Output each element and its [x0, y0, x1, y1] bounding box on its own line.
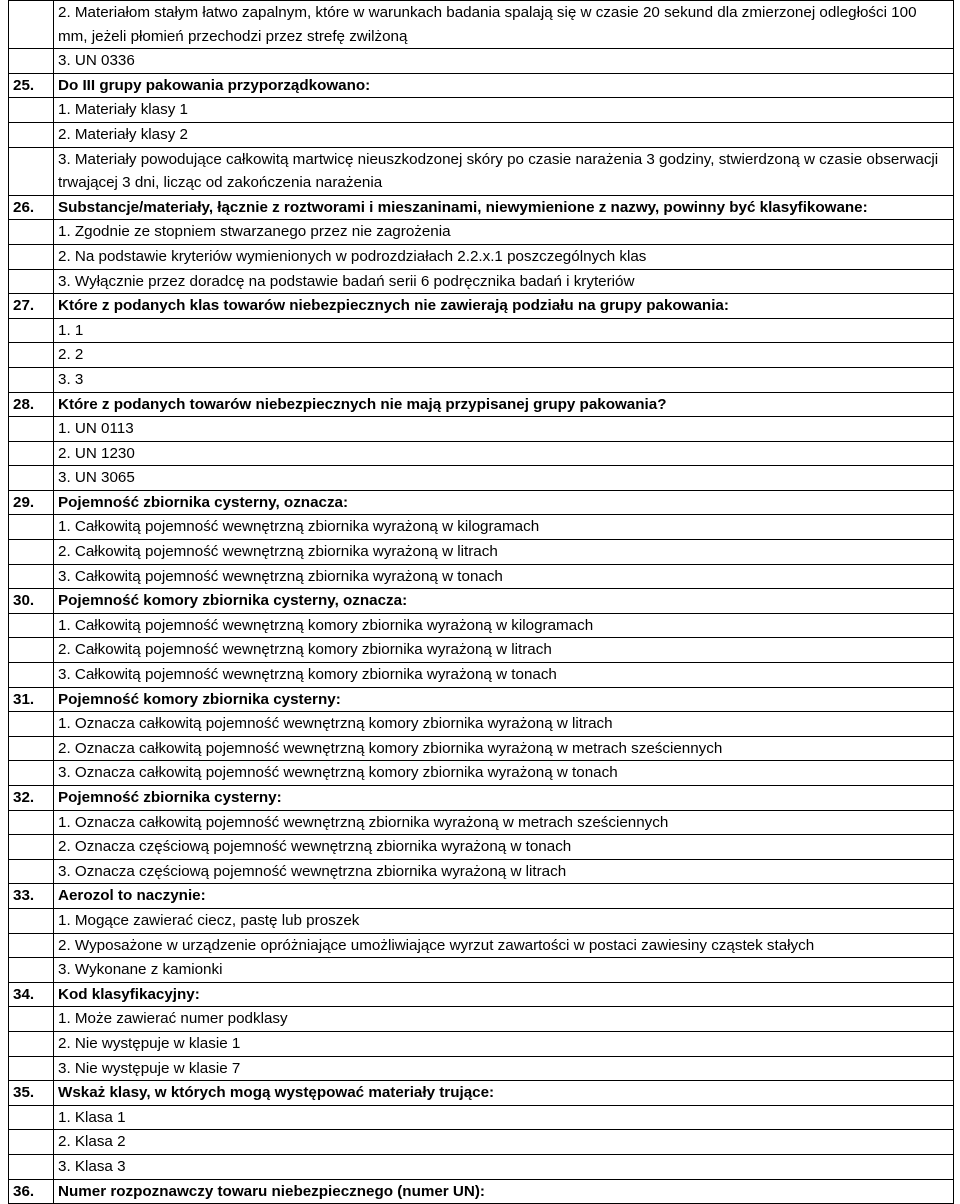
option-number-cell	[9, 1154, 54, 1179]
question-number: 29.	[9, 490, 54, 515]
answer-option-row	[9, 810, 954, 835]
answer-option: 2. Materiały klasy 2	[54, 122, 954, 147]
option-number-cell	[9, 49, 54, 74]
answer-option: 2. Na podstawie kryteriów wymienionych w podrozdziałach 2.2.x.1 poszczególnych klas	[54, 244, 954, 269]
answer-option-row	[9, 1154, 954, 1179]
answer-option-row	[9, 147, 954, 195]
option-number-cell	[9, 736, 54, 761]
answer-option-row	[9, 1007, 954, 1032]
answer-option: 2. 2	[54, 343, 954, 368]
option-number-cell	[9, 1105, 54, 1130]
answer-option-row	[9, 318, 954, 343]
option-number-cell	[9, 761, 54, 786]
answer-option: 2. Materiałom stałym łatwo zapalnym, które w warunkach badania spalają się w czasie 20 sekund dla zmierzonej odległości 100 mm, jeżeli płomień przechodzi przez strefę zwilżoną	[54, 1, 954, 49]
question-row	[9, 982, 954, 1007]
answer-option-row	[9, 835, 954, 860]
question-stem: Numer rozpoznawczy towaru niebezpiecznego (numer UN):	[54, 1179, 954, 1204]
question-row	[9, 73, 954, 98]
question-number: 32.	[9, 786, 54, 811]
option-number-cell	[9, 343, 54, 368]
option-number-cell	[9, 958, 54, 983]
answer-option-row	[9, 663, 954, 688]
option-number-cell	[9, 638, 54, 663]
option-number-cell	[9, 147, 54, 195]
answer-option: 3. Materiały powodujące całkowitą martwicę nieuszkodzonej skóry po czasie narażenia 3 godziny, stwierdzoną w czasie obserwacji trwającej 3 dni, licząc od zakończenia narażenia	[54, 147, 954, 195]
question-stem: Wskaż klasy, w których mogą występować materiały trujące:	[54, 1081, 954, 1106]
answer-option: 1. Może zawierać numer podklasy	[54, 1007, 954, 1032]
answer-option: 3. Oznacza całkowitą pojemność wewnętrzną komory zbiornika wyrażoną w tonach	[54, 761, 954, 786]
option-number-cell	[9, 908, 54, 933]
answer-option: 3. Całkowitą pojemność wewnętrzną zbiornika wyrażoną w tonach	[54, 564, 954, 589]
answer-option: 1. Zgodnie ze stopniem stwarzanego przez nie zagrożenia	[54, 220, 954, 245]
option-number-cell	[9, 367, 54, 392]
answer-option: 2. Całkowitą pojemność wewnętrzną komory zbiornika wyrażoną w litrach	[54, 638, 954, 663]
answer-option: 1. Mogące zawierać ciecz, pastę lub proszek	[54, 908, 954, 933]
answer-option: 2. Klasa 2	[54, 1130, 954, 1155]
question-row	[9, 490, 954, 515]
option-number-cell	[9, 712, 54, 737]
answer-option: 3. Oznacza częściową pojemność wewnętrzna zbiornika wyrażoną w litrach	[54, 859, 954, 884]
answer-option: 3. Wyłącznie przez doradcę na podstawie badań serii 6 podręcznika badań i kryteriów	[54, 269, 954, 294]
question-number: 28.	[9, 392, 54, 417]
answer-option-row	[9, 958, 954, 983]
question-stem: Które z podanych klas towarów niebezpiecznych nie zawierają podziału na grupy pakowania:	[54, 294, 954, 319]
answer-option-row	[9, 244, 954, 269]
answer-option-row	[9, 515, 954, 540]
option-number-cell	[9, 122, 54, 147]
answer-option: 1. Materiały klasy 1	[54, 98, 954, 123]
question-table	[8, 0, 954, 1204]
answer-option: 3. UN 0336	[54, 49, 954, 74]
option-number-cell	[9, 1007, 54, 1032]
question-stem: Pojemność komory zbiornika cysterny:	[54, 687, 954, 712]
question-number: 35.	[9, 1081, 54, 1106]
answer-option: 3. Całkowitą pojemność wewnętrzną komory zbiornika wyrażoną w tonach	[54, 663, 954, 688]
question-stem: Aerozol to naczynie:	[54, 884, 954, 909]
question-stem: Do III grupy pakowania przyporządkowano:	[54, 73, 954, 98]
question-number: 27.	[9, 294, 54, 319]
answer-option-row	[9, 1105, 954, 1130]
question-stem: Pojemność zbiornika cysterny, oznacza:	[54, 490, 954, 515]
option-number-cell	[9, 515, 54, 540]
answer-option-row	[9, 1056, 954, 1081]
question-row	[9, 687, 954, 712]
question-row	[9, 589, 954, 614]
answer-option-row	[9, 417, 954, 442]
option-number-cell	[9, 318, 54, 343]
option-number-cell	[9, 933, 54, 958]
answer-option-row	[9, 269, 954, 294]
answer-option-row	[9, 564, 954, 589]
option-number-cell	[9, 441, 54, 466]
question-row	[9, 786, 954, 811]
answer-option: 2. Oznacza całkowitą pojemność wewnętrzną komory zbiornika wyrażoną w metrach sześciennych	[54, 736, 954, 761]
option-number-cell	[9, 98, 54, 123]
question-number: 30.	[9, 589, 54, 614]
answer-option-row	[9, 367, 954, 392]
option-number-cell	[9, 220, 54, 245]
answer-option: 3. 3	[54, 367, 954, 392]
answer-option-row	[9, 49, 954, 74]
option-number-cell	[9, 810, 54, 835]
answer-option-row	[9, 859, 954, 884]
option-number-cell	[9, 663, 54, 688]
answer-option: 1. Całkowitą pojemność wewnętrzną komory zbiornika wyrażoną w kilogramach	[54, 613, 954, 638]
answer-option: 2. Wyposażone w urządzenie opróżniające umożliwiające wyrzut zawartości w postaci zawiesiny cząstek stałych	[54, 933, 954, 958]
answer-option: 2. UN 1230	[54, 441, 954, 466]
question-number: 31.	[9, 687, 54, 712]
answer-option: 2. Nie występuje w klasie 1	[54, 1031, 954, 1056]
answer-option-row	[9, 712, 954, 737]
question-stem: Substancje/materiały, łącznie z roztworami i mieszaninami, niewymienione z nazwy, powinny być klasyfikowane:	[54, 195, 954, 220]
question-stem: Kod klasyfikacyjny:	[54, 982, 954, 1007]
question-row	[9, 195, 954, 220]
option-number-cell	[9, 1031, 54, 1056]
answer-option-row	[9, 466, 954, 491]
answer-option-row	[9, 1, 954, 49]
answer-option-row	[9, 736, 954, 761]
answer-option: 1. Oznacza całkowitą pojemność wewnętrzną komory zbiornika wyrażoną w litrach	[54, 712, 954, 737]
answer-option: 3. Nie występuje w klasie 7	[54, 1056, 954, 1081]
answer-option-row	[9, 98, 954, 123]
option-number-cell	[9, 1130, 54, 1155]
answer-option: 1. 1	[54, 318, 954, 343]
answer-option: 2. Całkowitą pojemność wewnętrzną zbiornika wyrażoną w litrach	[54, 540, 954, 565]
answer-option: 3. Klasa 3	[54, 1154, 954, 1179]
option-number-cell	[9, 835, 54, 860]
answer-option-row	[9, 1130, 954, 1155]
answer-option-row	[9, 933, 954, 958]
question-number: 36.	[9, 1179, 54, 1204]
answer-option-row	[9, 1031, 954, 1056]
question-number: 33.	[9, 884, 54, 909]
question-number: 25.	[9, 73, 54, 98]
question-number: 26.	[9, 195, 54, 220]
question-table-body	[9, 1, 954, 1204]
answer-option: 3. Wykonane z kamionki	[54, 958, 954, 983]
question-row	[9, 1081, 954, 1106]
question-row	[9, 884, 954, 909]
option-number-cell	[9, 859, 54, 884]
question-number: 34.	[9, 982, 54, 1007]
option-number-cell	[9, 613, 54, 638]
answer-option: 2. Oznacza częściową pojemność wewnętrzną zbiornika wyrażoną w tonach	[54, 835, 954, 860]
option-number-cell	[9, 564, 54, 589]
question-stem: Które z podanych towarów niebezpiecznych nie mają przypisanej grupy pakowania?	[54, 392, 954, 417]
document-page	[8, 0, 954, 1204]
option-number-cell	[9, 417, 54, 442]
answer-option-row	[9, 220, 954, 245]
question-row	[9, 294, 954, 319]
answer-option-row	[9, 638, 954, 663]
question-row	[9, 1179, 954, 1204]
option-number-cell	[9, 540, 54, 565]
question-stem: Pojemność komory zbiornika cysterny, oznacza:	[54, 589, 954, 614]
answer-option-row	[9, 441, 954, 466]
answer-option-row	[9, 343, 954, 368]
answer-option-row	[9, 122, 954, 147]
question-row	[9, 392, 954, 417]
answer-option-row	[9, 540, 954, 565]
answer-option: 1. Całkowitą pojemność wewnętrzną zbiornika wyrażoną w kilogramach	[54, 515, 954, 540]
question-stem: Pojemność zbiornika cysterny:	[54, 786, 954, 811]
answer-option: 1. Klasa 1	[54, 1105, 954, 1130]
answer-option: 3. UN 3065	[54, 466, 954, 491]
option-number-cell	[9, 269, 54, 294]
answer-option-row	[9, 908, 954, 933]
option-number-cell	[9, 1056, 54, 1081]
answer-option: 1. Oznacza całkowitą pojemność wewnętrzną zbiornika wyrażoną w metrach sześciennych	[54, 810, 954, 835]
answer-option-row	[9, 613, 954, 638]
answer-option: 1. UN 0113	[54, 417, 954, 442]
option-number-cell	[9, 244, 54, 269]
option-number-cell	[9, 1, 54, 49]
answer-option-row	[9, 761, 954, 786]
option-number-cell	[9, 466, 54, 491]
